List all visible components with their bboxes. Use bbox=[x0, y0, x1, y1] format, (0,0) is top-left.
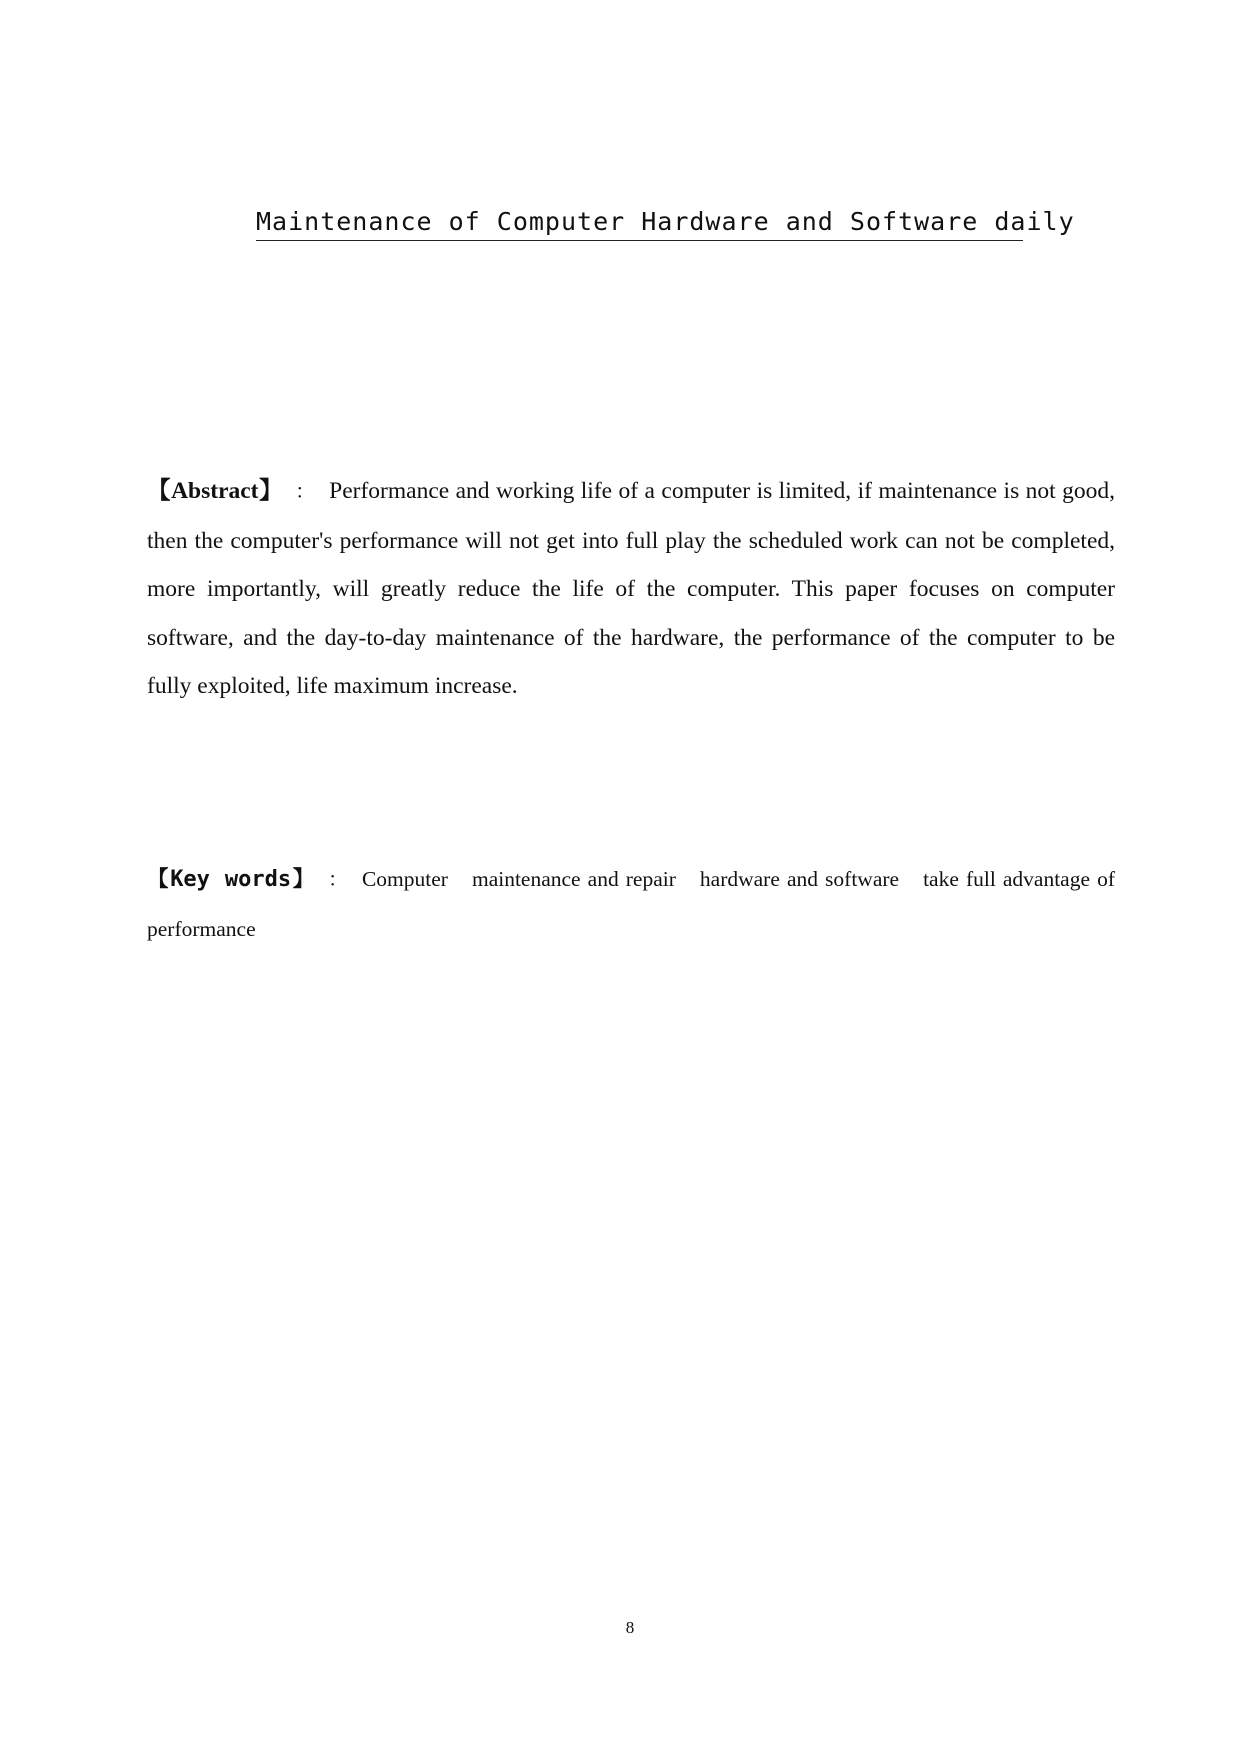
abstract-bracket-close: 】 bbox=[258, 478, 284, 504]
keywords-bracket-open: 【 bbox=[147, 867, 171, 891]
keywords-section bbox=[147, 855, 1115, 953]
keyword-item: hardware and software bbox=[699, 867, 900, 891]
page-number: 8 bbox=[625, 1618, 635, 1637]
keywords-bracket-close: 】 bbox=[291, 867, 316, 891]
keywords-colon: ： bbox=[327, 869, 348, 891]
document-title: Maintenance of Computer Hardware and Software daily bbox=[256, 204, 1023, 241]
abstract-colon: ： bbox=[295, 481, 316, 503]
abstract-label: Abstract bbox=[171, 478, 259, 504]
abstract-text: Performance and working life of a computer is limited, if maintenance is not good, then the computer's performance will not get into full play the scheduled work can not be completed, more importantly, will greatly reduce the life of the computer. This paper focuses on computer software, and the day-to-day maintenance of the hardware, the performance of the computer to be fully exploited, life maximum increase. bbox=[147, 478, 1115, 699]
keywords-label: Key words bbox=[170, 867, 292, 892]
keyword-item: maintenance and repair bbox=[471, 867, 676, 891]
abstract-bracket-open: 【 bbox=[147, 478, 172, 504]
keyword-item: Computer bbox=[361, 867, 448, 891]
keyword-item: take full advantage of performance bbox=[147, 867, 1115, 941]
abstract-section bbox=[147, 467, 1115, 711]
